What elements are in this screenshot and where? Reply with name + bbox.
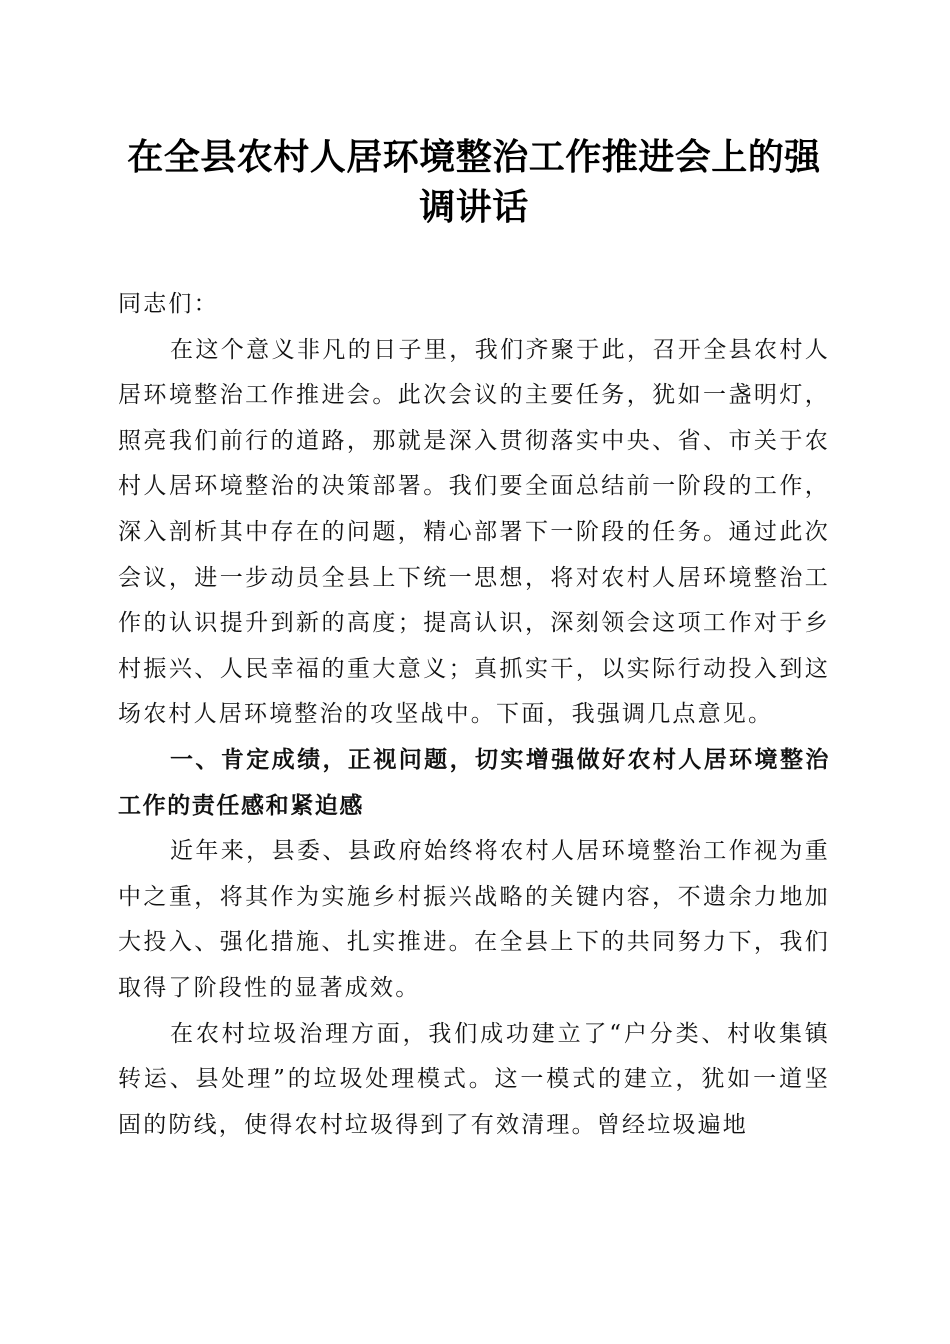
document-body xyxy=(118,282,830,1148)
section-heading-1: 一、肯定成绩，正视问题，切实增强做好农村人居环境整治工作的责任感和紧迫感 xyxy=(118,746,830,819)
body-paragraph-achievements: 近年来，县委、县政府始终将农村人居环境整治工作视为重中之重，将其作为实施乡村振兴战略的关键内容，不遗余力地加大投入、强化措施、扎实推进。在全县上下的共同努力下，我们取得了阶段性的显著成效。 xyxy=(118,838,830,1001)
document-page xyxy=(118,132,830,1148)
body-paragraph-intro: 在这个意义非凡的日子里，我们齐聚于此，召开全县农村人居环境整治工作推进会。此次会议的主要任务，犹如一盏明灯，照亮我们前行的道路，那就是深入贯彻落实中央、省、市关于农村人居环境整治的决策部署。我们要全面总结前一阶段的工作，深入剖析其中存在的问题，精心部署下一阶段的任务。通过此次会议，进一步动员全县上下统一思想，将对农村人居环境整治工作的认识提升到新的高度；提高认识，深刻领会这项工作对于乡村振兴、人民幸福的重大意义；真抓实干，以实际行动投入到这场农村人居环境整治的攻坚战中。下面，我强调几点意见。 xyxy=(118,336,830,728)
document-title: 在全县农村人居环境整治工作推进会上的强调讲话 xyxy=(127,136,821,228)
salutation: 同志们： xyxy=(118,291,219,317)
body-paragraph-garbage: 在农村垃圾治理方面，我们成功建立了“户分类、村收集镇转运、县处理”的垃圾处理模式。这一模式的建立，犹如一道坚固的防线，使得农村垃圾得到了有效清理。曾经垃圾遍地 xyxy=(118,1020,830,1138)
